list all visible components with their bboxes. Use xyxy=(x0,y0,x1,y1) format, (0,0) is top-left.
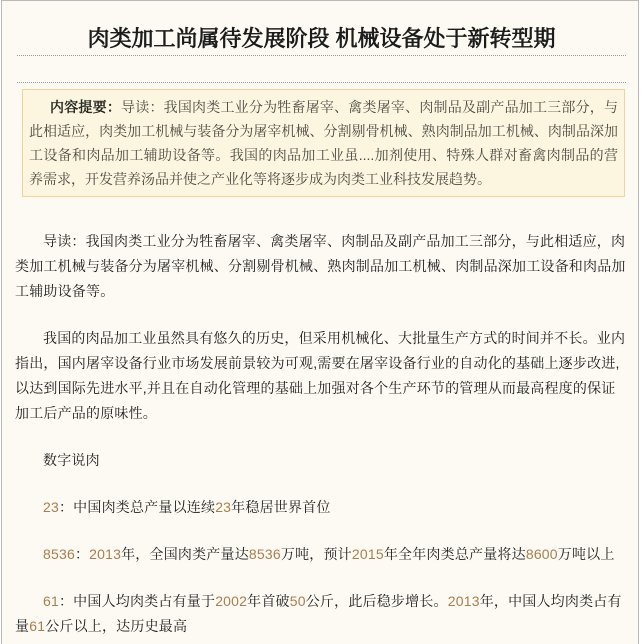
summary-label: 内容提要： xyxy=(50,99,122,115)
article-page xyxy=(1,0,639,644)
article-paragraph: 23：中国肉类总产量以连续23年稳居世界首位 xyxy=(43,499,331,515)
summary-box xyxy=(22,89,625,197)
article-paragraph: 数字说肉 xyxy=(43,452,100,468)
divider-bottom xyxy=(17,82,626,83)
summary-text: 导读：我国肉类工业分为牲畜屠宰、禽类屠宰、肉制品及副产品加工三部分，与此相适应，肉类加工机械与装备分为屠宰机械、分割剔骨机械、熟肉制品加工机械、肉制品深加工设备和肉品加工辅助设备等。我国的肉品加工业虽....加剂使用、特殊人群对畜禽肉制品的营养需求，开发营养汤品并使之产业化等将逐步成为肉类工业科技发展趋势。 xyxy=(29,99,619,187)
article-paragraph: 8536：2013年，全国肉类产量达8536万吨，预计2015年全年肉类总产量将达8600万吨以上 xyxy=(43,546,615,562)
article-title: 肉类加工尚属待发展阶段 机械设备处于新转型期 xyxy=(87,26,556,51)
article-paragraph: 导读：我国肉类工业分为牲畜屠宰、禽类屠宰、肉制品及副产品加工三部分，与此相适应，肉类加工机械与装备分为屠宰机械、分割剔骨机械、熟肉制品加工机械、肉制品深加工设备和肉品加工辅助设备等。 xyxy=(15,233,626,299)
article-paragraph: 我国的肉品加工业虽然具有悠久的历史，但采用机械化、大批量生产方式的时间并不长。业内指出，国内屠宰设备行业市场发展前景较为可观,需要在屠宰设备行业的自动化的基础上逐步改进,以达到国际先进水平,并且在自动化管理的基础上加强对各个生产环节的管理从而最高程度的保证加工后产品的原味性。 xyxy=(15,330,626,421)
article-body xyxy=(15,229,628,639)
article-paragraph: 61：中国人均肉类占有量于2002年首破50公斤，此后稳步增长。2013年，中国人均肉类占有量61公斤以上，达历史最高 xyxy=(15,593,622,634)
meta-spacer xyxy=(15,56,628,82)
